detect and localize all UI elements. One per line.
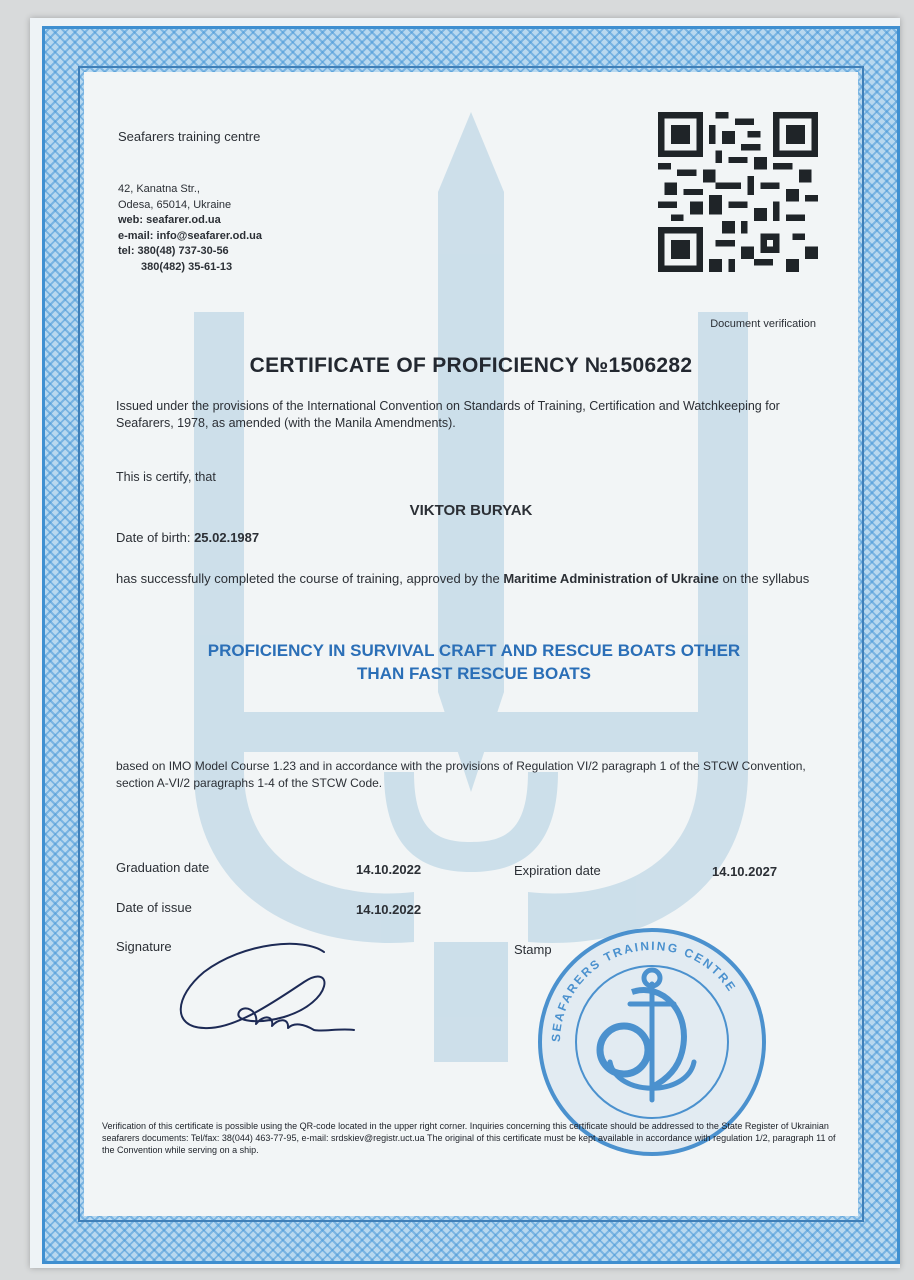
address-city: Odesa, 65014, Ukraine xyxy=(118,198,232,211)
issued-under-text: Issued under the provisions of the International Convention on Standards of Training, Certification and Watchkeeping for Seafarers, 1978, as amended (with the Manila Amendments). xyxy=(116,399,780,430)
course-line-2: THAN FAST RESCUE BOATS xyxy=(357,664,591,683)
expiration-date-label: Expiration date xyxy=(514,863,601,878)
address-web: web: seafarer.od.ua xyxy=(118,214,221,226)
signature-label: Signature xyxy=(116,939,172,954)
document-verification-label: Document verification xyxy=(710,318,816,330)
completed-prefix: has successfully completed the course of training, approved by the xyxy=(116,571,500,586)
course-title xyxy=(114,639,834,685)
address-street: 42, Kanatna Str., xyxy=(118,183,200,195)
based-on-text: based on IMO Model Course 1.23 and in accordance with the provisions of Regulation VI/2 paragraph 1 of the STCW Convention, section A-VI/2 paragraphs 1-4 of the STCW Code. xyxy=(116,759,806,790)
graduation-date-label: Graduation date xyxy=(116,860,210,875)
holder-name: VIKTOR BURYAK xyxy=(409,502,533,519)
date-of-birth xyxy=(116,530,259,545)
dob-value: 25.02.1987 xyxy=(194,530,260,545)
expiration-date-value: 14.10.2027 xyxy=(712,864,778,879)
completed-text xyxy=(116,569,816,589)
certify-text: This is certify, that xyxy=(116,470,216,484)
completed-suffix: on the syllabus xyxy=(722,571,810,586)
address-email: e-mail: info@seafarer.od.ua xyxy=(118,229,262,242)
organization-address xyxy=(118,182,262,275)
qr-code[interactable] xyxy=(658,112,818,272)
certificate-title: CERTIFICATE OF PROFICIENCY №1506282 xyxy=(249,354,693,377)
address-tel1: tel: 380(48) 737-30-56 xyxy=(118,245,229,257)
dob-label: Date of birth: xyxy=(116,530,191,545)
issue-date-label: Date of issue xyxy=(116,900,192,915)
organization-name: Seafarers training centre xyxy=(118,129,261,144)
address-tel2: 380(482) 35-61-13 xyxy=(141,260,233,273)
certificate-body xyxy=(84,72,858,1216)
stamp-ring-text: SEAFARERS TRAINING CENTRE xyxy=(548,938,740,1043)
verification-note: Verification of this certificate is possible using the QR-code located in the upper right corner. Inquiries concerning this certificate should be addressed to the State Register of Ukrainian seafarers documents: Tel/fax: 38(044) 463-77-95, e-mail: srdskiev@registr.uct.ua The original of this certificate must be kept available in accordance with regulation 1/2, paragraph 11 of the Convention while serving on a ship. xyxy=(102,1121,836,1155)
graduation-date-value: 14.10.2022 xyxy=(356,862,422,877)
maritime-authority: Maritime Administration of Ukraine xyxy=(503,571,719,586)
stamp-label: Stamp xyxy=(514,942,552,957)
issue-date-value: 14.10.2022 xyxy=(356,902,422,917)
signature-image xyxy=(164,932,364,1052)
course-line-1: PROFICIENCY IN SURVIVAL CRAFT AND RESCUE BOATS OTHER xyxy=(207,641,741,660)
